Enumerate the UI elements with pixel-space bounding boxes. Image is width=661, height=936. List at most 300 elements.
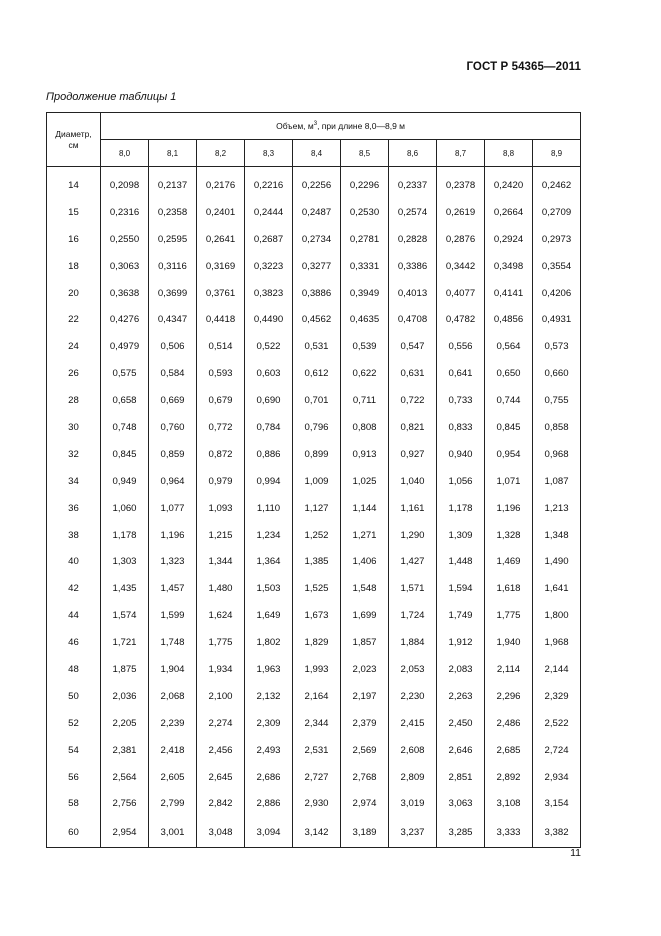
diameter-cell: 22 <box>47 306 101 333</box>
volume-cell: 2,230 <box>389 683 437 710</box>
volume-cell: 0,4979 <box>101 333 149 360</box>
volume-cell: 1,056 <box>437 468 485 495</box>
volume-cell: 0,2734 <box>293 226 341 253</box>
volume-cell: 1,490 <box>533 548 581 575</box>
volume-cell: 0,531 <box>293 333 341 360</box>
volume-cell: 1,940 <box>485 629 533 656</box>
volume-cell: 0,584 <box>149 360 197 387</box>
length-header-cell: 8,9 <box>533 140 581 167</box>
volume-cell: 1,618 <box>485 575 533 602</box>
document-code: ГОСТ Р 54365—2011 <box>466 61 581 73</box>
length-header-cell: 8,4 <box>293 140 341 167</box>
volume-cell: 0,2444 <box>245 199 293 226</box>
volume-cell: 1,144 <box>341 495 389 522</box>
volume-cell: 0,514 <box>197 333 245 360</box>
volume-cell: 0,4562 <box>293 306 341 333</box>
volume-cell: 0,2550 <box>101 226 149 253</box>
volume-cell: 0,2619 <box>437 199 485 226</box>
volume-cell: 3,189 <box>341 817 389 848</box>
volume-cell: 0,539 <box>341 333 389 360</box>
volume-cell: 0,755 <box>533 387 581 414</box>
volume-cell: 1,624 <box>197 602 245 629</box>
volume-cell: 2,450 <box>437 710 485 737</box>
volume-cell: 0,733 <box>437 387 485 414</box>
volume-cell: 2,799 <box>149 790 197 817</box>
volume-table <box>46 112 581 848</box>
volume-cell: 0,772 <box>197 414 245 441</box>
volume-cell: 1,904 <box>149 656 197 683</box>
volume-table-body <box>47 167 581 848</box>
volume-cell: 1,884 <box>389 629 437 656</box>
volume-cell: 1,641 <box>533 575 581 602</box>
table-row <box>47 333 581 360</box>
volume-cell: 0,622 <box>341 360 389 387</box>
volume-cell: 3,285 <box>437 817 485 848</box>
volume-cell: 0,2358 <box>149 199 197 226</box>
volume-cell: 1,234 <box>245 522 293 549</box>
volume-cell: 0,4856 <box>485 306 533 333</box>
volume-cell: 3,333 <box>485 817 533 848</box>
volume-cell: 1,993 <box>293 656 341 683</box>
volume-cell: 1,309 <box>437 522 485 549</box>
volume-cell: 0,2781 <box>341 226 389 253</box>
volume-cell: 3,108 <box>485 790 533 817</box>
volume-cell: 1,328 <box>485 522 533 549</box>
volume-cell: 1,364 <box>245 548 293 575</box>
length-header-cell: 8,1 <box>149 140 197 167</box>
volume-cell: 2,274 <box>197 710 245 737</box>
volume-cell: 0,796 <box>293 414 341 441</box>
volume-cell: 0,3761 <box>197 280 245 307</box>
volume-cell: 1,721 <box>101 629 149 656</box>
volume-cell: 0,2420 <box>485 167 533 199</box>
length-header-cell: 8,3 <box>245 140 293 167</box>
volume-cell: 0,872 <box>197 441 245 468</box>
volume-cell: 2,768 <box>341 764 389 791</box>
volume-cell: 0,3442 <box>437 253 485 280</box>
volume-cell: 2,685 <box>485 737 533 764</box>
volume-cell: 1,457 <box>149 575 197 602</box>
length-header-cell: 8,6 <box>389 140 437 167</box>
table-row <box>47 495 581 522</box>
volume-cell: 2,569 <box>341 737 389 764</box>
volume-cell: 2,974 <box>341 790 389 817</box>
volume-cell: 0,4418 <box>197 306 245 333</box>
volume-cell: 0,913 <box>341 441 389 468</box>
volume-cell: 3,382 <box>533 817 581 848</box>
volume-cell: 0,2641 <box>197 226 245 253</box>
volume-cell: 1,503 <box>245 575 293 602</box>
volume-cell: 0,833 <box>437 414 485 441</box>
volume-cell: 0,3498 <box>485 253 533 280</box>
volume-cell: 0,4347 <box>149 306 197 333</box>
diameter-cell: 54 <box>47 737 101 764</box>
volume-cell: 0,3331 <box>341 253 389 280</box>
volume-header-superscript: 3 <box>313 121 318 128</box>
volume-cell: 0,4013 <box>389 280 437 307</box>
volume-cell: 1,673 <box>293 602 341 629</box>
volume-cell: 1,406 <box>341 548 389 575</box>
volume-cell: 2,686 <box>245 764 293 791</box>
volume-cell: 1,748 <box>149 629 197 656</box>
volume-cell: 0,760 <box>149 414 197 441</box>
volume-cell: 2,645 <box>197 764 245 791</box>
volume-cell: 2,205 <box>101 710 149 737</box>
volume-cell: 0,506 <box>149 333 197 360</box>
volume-header-suffix: , при длине 8,0—8,9 м <box>317 121 406 131</box>
volume-cell: 3,001 <box>149 817 197 848</box>
diameter-cell: 52 <box>47 710 101 737</box>
volume-cell: 2,892 <box>485 764 533 791</box>
diameter-cell: 15 <box>47 199 101 226</box>
diameter-cell: 50 <box>47 683 101 710</box>
volume-cell: 1,574 <box>101 602 149 629</box>
volume-cell: 0,4708 <box>389 306 437 333</box>
volume-cell: 1,649 <box>245 602 293 629</box>
volume-cell: 1,934 <box>197 656 245 683</box>
volume-cell: 0,821 <box>389 414 437 441</box>
volume-cell: 0,679 <box>197 387 245 414</box>
volume-cell: 2,934 <box>533 764 581 791</box>
table-row <box>47 522 581 549</box>
volume-cell: 2,144 <box>533 656 581 683</box>
volume-cell: 1,344 <box>197 548 245 575</box>
volume-cell: 3,237 <box>389 817 437 848</box>
volume-cell: 1,009 <box>293 468 341 495</box>
diameter-cell: 48 <box>47 656 101 683</box>
diameter-cell: 38 <box>47 522 101 549</box>
volume-cell: 0,2316 <box>101 199 149 226</box>
volume-cell: 1,594 <box>437 575 485 602</box>
volume-cell: 0,2574 <box>389 199 437 226</box>
volume-cell: 0,968 <box>533 441 581 468</box>
volume-cell: 0,4276 <box>101 306 149 333</box>
volume-cell: 1,749 <box>437 602 485 629</box>
volume-cell: 2,344 <box>293 710 341 737</box>
volume-cell: 0,2828 <box>389 226 437 253</box>
volume-cell: 0,2098 <box>101 167 149 199</box>
diameter-cell: 18 <box>47 253 101 280</box>
volume-cell: 0,2973 <box>533 226 581 253</box>
table-row <box>47 548 581 575</box>
volume-cell: 1,469 <box>485 548 533 575</box>
volume-cell: 0,4782 <box>437 306 485 333</box>
volume-cell: 0,2256 <box>293 167 341 199</box>
volume-cell: 0,2401 <box>197 199 245 226</box>
volume-cell: 2,605 <box>149 764 197 791</box>
length-header-row <box>47 140 581 167</box>
volume-cell: 0,2487 <box>293 199 341 226</box>
volume-cell: 2,329 <box>533 683 581 710</box>
table-row <box>47 683 581 710</box>
table-row <box>47 602 581 629</box>
volume-cell: 2,114 <box>485 656 533 683</box>
volume-cell: 2,493 <box>245 737 293 764</box>
table-row <box>47 656 581 683</box>
volume-cell: 2,415 <box>389 710 437 737</box>
volume-cell: 0,2687 <box>245 226 293 253</box>
volume-cell: 3,063 <box>437 790 485 817</box>
table-row <box>47 226 581 253</box>
volume-cell: 2,842 <box>197 790 245 817</box>
volume-cell: 1,323 <box>149 548 197 575</box>
length-header-cell: 8,0 <box>101 140 149 167</box>
volume-cell: 2,296 <box>485 683 533 710</box>
volume-cell: 0,3277 <box>293 253 341 280</box>
volume-cell: 1,060 <box>101 495 149 522</box>
volume-cell: 1,252 <box>293 522 341 549</box>
volume-cell: 2,724 <box>533 737 581 764</box>
volume-cell: 0,3949 <box>341 280 389 307</box>
diameter-cell: 56 <box>47 764 101 791</box>
volume-cell: 1,775 <box>197 629 245 656</box>
volume-cell: 1,599 <box>149 602 197 629</box>
volume-cell: 1,127 <box>293 495 341 522</box>
volume-cell: 0,701 <box>293 387 341 414</box>
volume-cell: 0,593 <box>197 360 245 387</box>
table-row <box>47 737 581 764</box>
volume-cell: 1,724 <box>389 602 437 629</box>
volume-cell: 0,690 <box>245 387 293 414</box>
volume-cell: 2,851 <box>437 764 485 791</box>
volume-cell: 0,2378 <box>437 167 485 199</box>
volume-cell: 0,886 <box>245 441 293 468</box>
table-row <box>47 629 581 656</box>
volume-cell: 0,899 <box>293 441 341 468</box>
volume-cell: 2,486 <box>485 710 533 737</box>
length-header-cell: 8,5 <box>341 140 389 167</box>
volume-cell: 3,048 <box>197 817 245 848</box>
volume-cell: 0,845 <box>485 414 533 441</box>
volume-cell: 2,381 <box>101 737 149 764</box>
volume-cell: 1,178 <box>101 522 149 549</box>
volume-cell: 2,132 <box>245 683 293 710</box>
table-row <box>47 280 581 307</box>
table-row <box>47 441 581 468</box>
volume-cell: 1,196 <box>149 522 197 549</box>
diameter-cell: 58 <box>47 790 101 817</box>
table-row <box>47 253 581 280</box>
volume-cell: 1,196 <box>485 495 533 522</box>
volume-cell: 0,631 <box>389 360 437 387</box>
volume-cell: 0,748 <box>101 414 149 441</box>
volume-cell: 0,2709 <box>533 199 581 226</box>
volume-cell: 0,2176 <box>197 167 245 199</box>
volume-cell: 3,154 <box>533 790 581 817</box>
volume-cell: 1,435 <box>101 575 149 602</box>
volume-cell: 0,658 <box>101 387 149 414</box>
volume-cell: 0,858 <box>533 414 581 441</box>
volume-cell: 0,2216 <box>245 167 293 199</box>
volume-cell: 0,2924 <box>485 226 533 253</box>
diameter-header-line1: Диаметр, <box>55 128 92 139</box>
volume-cell: 0,564 <box>485 333 533 360</box>
volume-cell: 1,161 <box>389 495 437 522</box>
diameter-cell: 30 <box>47 414 101 441</box>
volume-cell: 0,744 <box>485 387 533 414</box>
volume-cell: 1,875 <box>101 656 149 683</box>
volume-cell: 1,213 <box>533 495 581 522</box>
diameter-header <box>47 113 101 167</box>
volume-cell: 0,845 <box>101 441 149 468</box>
volume-cell: 1,800 <box>533 602 581 629</box>
volume-cell: 1,290 <box>389 522 437 549</box>
volume-cell: 2,886 <box>245 790 293 817</box>
volume-cell: 1,215 <box>197 522 245 549</box>
volume-cell: 0,2530 <box>341 199 389 226</box>
volume-cell: 2,809 <box>389 764 437 791</box>
volume-cell: 0,859 <box>149 441 197 468</box>
volume-cell: 1,093 <box>197 495 245 522</box>
volume-cell: 0,2296 <box>341 167 389 199</box>
volume-cell: 1,480 <box>197 575 245 602</box>
table-row <box>47 360 581 387</box>
volume-cell: 0,4931 <box>533 306 581 333</box>
volume-cell: 1,077 <box>149 495 197 522</box>
diameter-cell: 46 <box>47 629 101 656</box>
volume-cell: 1,968 <box>533 629 581 656</box>
volume-cell: 2,083 <box>437 656 485 683</box>
volume-cell: 1,829 <box>293 629 341 656</box>
length-header-cell: 8,2 <box>197 140 245 167</box>
diameter-cell: 16 <box>47 226 101 253</box>
volume-cell: 0,2876 <box>437 226 485 253</box>
length-header-cell: 8,7 <box>437 140 485 167</box>
volume-cell: 0,949 <box>101 468 149 495</box>
volume-cell: 0,2664 <box>485 199 533 226</box>
volume-cell: 2,522 <box>533 710 581 737</box>
diameter-cell: 42 <box>47 575 101 602</box>
volume-cell: 1,802 <box>245 629 293 656</box>
volume-cell: 2,197 <box>341 683 389 710</box>
volume-cell: 1,040 <box>389 468 437 495</box>
volume-cell: 0,4141 <box>485 280 533 307</box>
volume-cell: 2,756 <box>101 790 149 817</box>
volume-cell: 0,575 <box>101 360 149 387</box>
table-row <box>47 199 581 226</box>
diameter-cell: 14 <box>47 167 101 199</box>
volume-cell: 3,094 <box>245 817 293 848</box>
volume-cell: 0,940 <box>437 441 485 468</box>
volume-cell: 2,564 <box>101 764 149 791</box>
table-row <box>47 817 581 848</box>
volume-cell: 2,036 <box>101 683 149 710</box>
table-row <box>47 414 581 441</box>
volume-cell: 0,556 <box>437 333 485 360</box>
diameter-cell: 60 <box>47 817 101 848</box>
volume-cell: 1,427 <box>389 548 437 575</box>
table-row <box>47 764 581 791</box>
volume-cell: 0,603 <box>245 360 293 387</box>
volume-cell: 0,994 <box>245 468 293 495</box>
volume-cell: 0,3386 <box>389 253 437 280</box>
volume-cell: 2,023 <box>341 656 389 683</box>
volume-cell: 1,385 <box>293 548 341 575</box>
volume-cell: 0,722 <box>389 387 437 414</box>
diameter-header-line2: см <box>68 139 79 150</box>
length-header-cell: 8,8 <box>485 140 533 167</box>
volume-cell: 0,4490 <box>245 306 293 333</box>
volume-cell: 0,784 <box>245 414 293 441</box>
volume-cell: 1,912 <box>437 629 485 656</box>
diameter-cell: 40 <box>47 548 101 575</box>
table-row <box>47 790 581 817</box>
volume-cell: 0,2462 <box>533 167 581 199</box>
table-row <box>47 387 581 414</box>
diameter-cell: 32 <box>47 441 101 468</box>
volume-cell: 1,448 <box>437 548 485 575</box>
volume-cell: 2,053 <box>389 656 437 683</box>
volume-cell: 1,348 <box>533 522 581 549</box>
volume-cell: 1,857 <box>341 629 389 656</box>
volume-cell: 0,573 <box>533 333 581 360</box>
volume-header <box>101 113 581 140</box>
volume-cell: 0,2595 <box>149 226 197 253</box>
volume-cell: 0,641 <box>437 360 485 387</box>
diameter-cell: 44 <box>47 602 101 629</box>
volume-cell: 2,418 <box>149 737 197 764</box>
volume-cell: 0,522 <box>245 333 293 360</box>
volume-cell: 0,3223 <box>245 253 293 280</box>
volume-cell: 2,309 <box>245 710 293 737</box>
volume-cell: 2,164 <box>293 683 341 710</box>
diameter-cell: 28 <box>47 387 101 414</box>
volume-cell: 0,4077 <box>437 280 485 307</box>
volume-cell: 1,571 <box>389 575 437 602</box>
volume-cell: 3,142 <box>293 817 341 848</box>
volume-cell: 1,071 <box>485 468 533 495</box>
diameter-cell: 20 <box>47 280 101 307</box>
volume-cell: 1,110 <box>245 495 293 522</box>
volume-cell: 0,3886 <box>293 280 341 307</box>
page-number: 11 <box>570 847 581 859</box>
volume-cell: 2,456 <box>197 737 245 764</box>
volume-cell: 0,3063 <box>101 253 149 280</box>
volume-cell: 2,727 <box>293 764 341 791</box>
volume-cell: 1,178 <box>437 495 485 522</box>
volume-cell: 0,660 <box>533 360 581 387</box>
volume-cell: 0,4635 <box>341 306 389 333</box>
volume-cell: 0,3638 <box>101 280 149 307</box>
volume-cell: 1,963 <box>245 656 293 683</box>
volume-cell: 1,699 <box>341 602 389 629</box>
volume-cell: 0,927 <box>389 441 437 468</box>
volume-cell: 2,068 <box>149 683 197 710</box>
volume-cell: 1,271 <box>341 522 389 549</box>
volume-cell: 2,954 <box>101 817 149 848</box>
volume-cell: 1,775 <box>485 602 533 629</box>
volume-cell: 2,930 <box>293 790 341 817</box>
diameter-cell: 34 <box>47 468 101 495</box>
volume-cell: 2,608 <box>389 737 437 764</box>
volume-cell: 0,979 <box>197 468 245 495</box>
volume-cell: 2,263 <box>437 683 485 710</box>
diameter-cell: 36 <box>47 495 101 522</box>
volume-cell: 0,3169 <box>197 253 245 280</box>
volume-cell: 0,650 <box>485 360 533 387</box>
volume-cell: 0,954 <box>485 441 533 468</box>
volume-cell: 0,3554 <box>533 253 581 280</box>
volume-cell: 2,646 <box>437 737 485 764</box>
table-row <box>47 710 581 737</box>
volume-cell: 2,531 <box>293 737 341 764</box>
diameter-cell: 26 <box>47 360 101 387</box>
volume-cell: 0,3823 <box>245 280 293 307</box>
volume-cell: 1,548 <box>341 575 389 602</box>
volume-cell: 0,711 <box>341 387 389 414</box>
table-row <box>47 575 581 602</box>
table-row <box>47 167 581 199</box>
